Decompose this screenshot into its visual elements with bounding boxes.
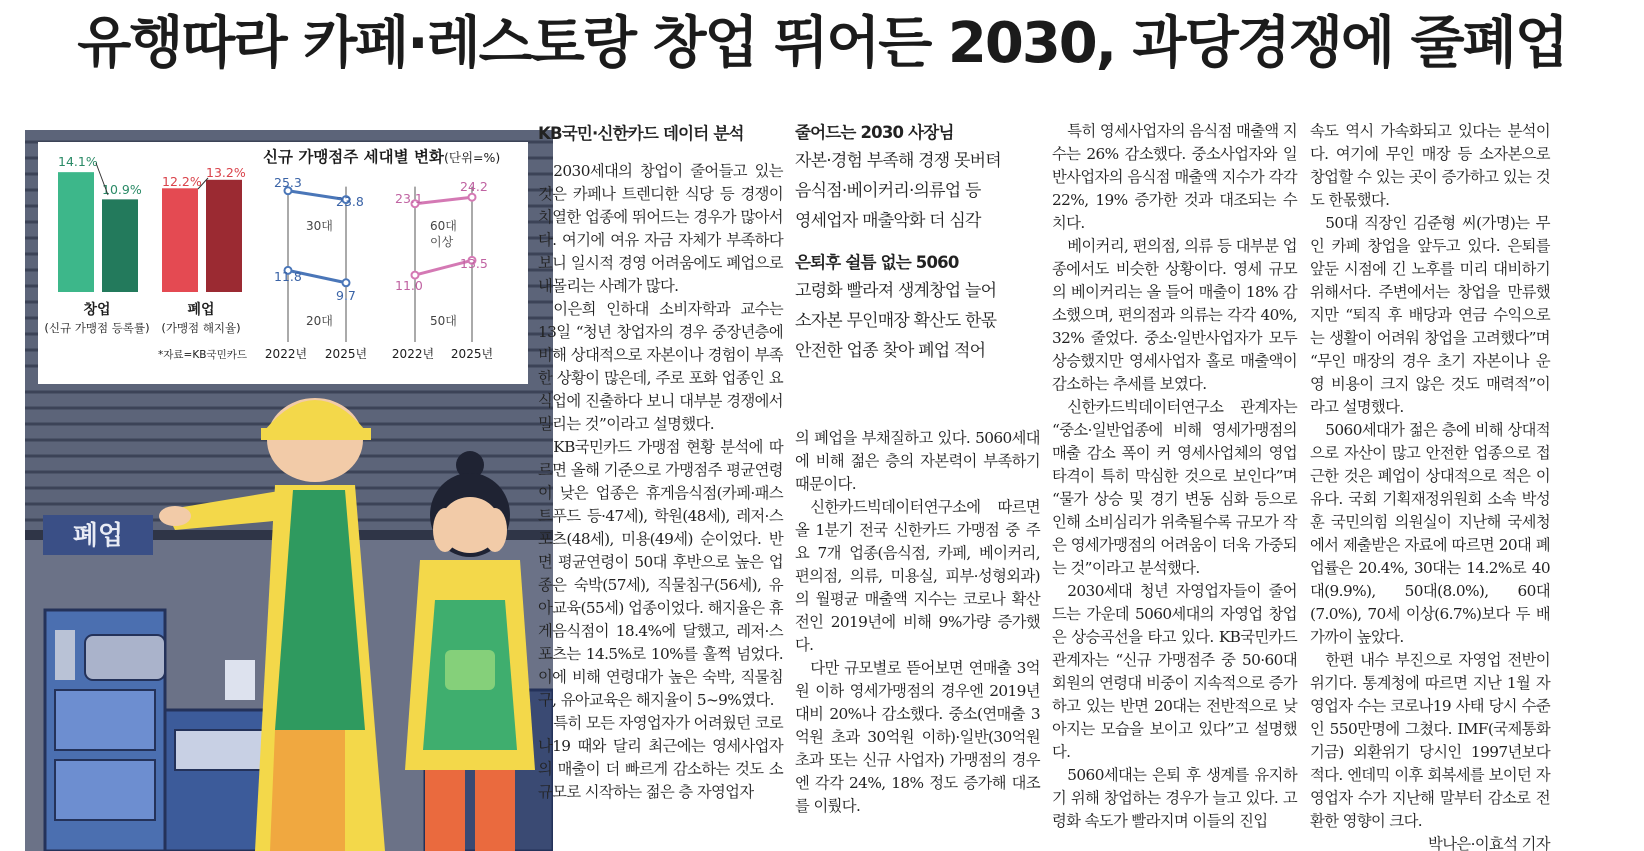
subhead-line: 고령화 빨라져 생계창업 늘어 [795,281,997,301]
bar-startup-2022 [58,172,94,292]
value-30s-2025: 23.8 [336,194,364,209]
col2-paragraph: 의 폐업을 부채질하고 있다. 5060세대에 비해 젊은 층의 자본력이 부족하기 때문이다. [795,429,1040,493]
col1-paragraph: KB국민카드 가맹점 현황 분석에 따르면 올해 기준으로 가맹점주 평균연령이 낮은 업종은 휴게음식점(카페·패스트푸드 등·47세), 학원(48세), 레저·스포츠(48세), 미용(49세) 순이었다. 반면 평균연령이 50대 후반으로 높은 업종은 숙박(57세), 직물침구(56세), 유아교육(55세) 업종이었다. 해지율은 휴게음식점이 18.4%에 달했고, 레저·스포츠는 14.5%로 10%를 훌쩍 넘었다. 이에 비해 연령대가 높은 숙박, 직물침구, 유아교육은 해지율이 5~9%였다. [538,438,783,709]
bar-label-closure-2022: 12.2% [162,174,202,189]
col3-paragraph: 신한카드빅데이터연구소 관계자는 “중소·일반업종에 비해 영세가맹점의 매출 감소 폭이 커 영세사업체의 영업 타격이 특히 막심한 것으로 보인다”며 “물가 상승 및 경기 변동 심화 등으로 인해 소비심리가 위축될수록 규모가 작은 영세가맹점의 어려움이 더욱 가중되는 것”이라고 분석했다. [1052,398,1297,577]
label-startup-sub: (신규 가맹점 등록률) [44,321,150,335]
col4-paragraph: 속도 역시 가속화되고 있다는 분석이다. 여기에 무인 매장 등 소자본으로 창업할 수 있는 곳이 증가하고 있는 것도 한몫했다. [1310,122,1550,209]
chart-svg [38,142,528,384]
col4-paragraph: 50대 직장인 김준형 씨(가명)는 무인 카페 창업을 앞두고 있다. 은퇴를 앞둔 시점에 긴 노후를 미리 대비하기 위해서다. 주변에서는 창업을 만류했지만 “퇴직 후 배당과 연금 수익으로는 생활이 어려워 창업을 고려했다”며 “무인 매장의 경우 초기 자본이나 운영 비용이 크지 않은 것도 매력적”이라고 설명했다. [1310,214,1550,416]
col2-subheads [795,120,1040,366]
chart-unit: (단위=%) [444,150,501,165]
bar-label-startup-2025: 10.9% [102,182,142,197]
closure-sign-text: 폐업 [72,521,124,551]
chart-panel [38,142,528,384]
value-50s-2025: 13.5 [460,256,488,271]
col2-paragraph: 신한카드빅데이터연구소에 따르면 올 1분기 전국 신한카드 가맹점 중 주요 7개 업종(음식점, 카페, 베이커리, 편의점, 의류, 미용실, 피부·성형외과)의 월평균 매출액 지수는 코로나 확산 전인 2019년에 비해 9%가량 증가했다. [795,498,1040,654]
label-closure: 폐업 [187,302,215,318]
col3-paragraph: 5060세대는 은퇴 후 생계를 유지하기 위해 창업하는 경우가 늘고 있다. 고령화 속도가 빨라지며 이들의 진입 [1052,766,1297,830]
col3-paragraph: 베이커리, 편의점, 의류 등 대부분 업종에서도 비슷한 상황이다. 영세 규모의 베이커리는 올 들어 매출이 18% 감소했으며, 편의점과 의류는 각각 40%, 32% 줄었다. 중소·일반사업자가 모두 상승했지만 영세사업자 홀로 매출액이 감소하는 추세를 보였다. [1052,237,1297,393]
year-label-3: 2022년 [391,347,435,361]
value-20s-2022: 11.8 [274,269,302,284]
age-label-30s: 30대 [306,219,333,233]
series-line-60대 이상 [415,197,472,203]
subhead-line: 안전한 업종 찾아 폐업 적어 [795,341,986,361]
subhead-line: 음식점·베이커리·의류업 등 [795,181,981,201]
col4-paragraph: 5060세대가 젊은 층에 비해 상대적으로 자산이 많고 안전한 업종으로 접근한 것은 폐업이 상대적으로 적은 이유다. 국회 기획재정위원회 소속 박성훈 국민의힘 의원실이 지난해 국세청에서 제출받은 자료에 따르면 20대 폐업률은 20.4%, 30대는 14.2%로 40대(9.9%), 50대(8.0%), 60대(7.0%), 70세 이상(6.7%)보다 두 배 가까이 높았다. [1310,421,1550,646]
col2-paragraph: 다만 규모별로 뜯어보면 연매출 3억원 이하 영세가맹점의 경우엔 2019년 대비 20%나 감소했다. 중소(연매출 3억원 초과 30억원 이하)·일반(30억원 초과 또는 신규 사업자) 가맹점의 경우엔 각각 24%, 18% 정도 증가해 대조를 이뤘다. [795,659,1040,815]
value-60s-2025: 24.2 [460,179,488,194]
col1-paragraph: 특히 모든 자영업자가 어려웠던 코로나19 때와 달리 최근에는 영세사업자의 매출이 더 빠르게 감소하는 것도 소규모로 시작하는 젊은 층 자영업자 [538,714,783,801]
age-label-60s-over: 이상 [430,235,454,249]
year-label-4: 2025년 [450,347,494,361]
series-point-20대 [343,279,350,286]
col3-paragraph: 특히 영세사업자의 음식점 매출액 지수는 26% 감소했다. 중소사업자와 일반사업자의 음식점 매출액 지수가 각각 22%, 19% 증가한 것과 대조되는 수치다. [1052,122,1297,232]
bar-closure-2022 [162,188,198,292]
article-column-4 [1310,120,1550,851]
series-point-60대 이상 [469,194,476,201]
col1-paragraph: 이은희 인하대 소비자학과 교수는 13일 “청년 창업자의 경우 중장년층에 비해 상대적으로 자본이나 경험이 부족한 상황이 많은데, 주로 포화 업종인 요식업에 진출하다 보니 대부분 경쟁에서 밀리는 것”이라고 설명했다. [538,300,783,433]
label-startup: 창업 [83,302,111,318]
article-column-2 [795,427,1040,818]
col3-paragraph: 2030세대 청년 자영업자들이 줄어드는 가운데 5060세대의 자영업 창업은 상승곡선을 타고 있다. KB국민카드 관계자는 “신규 가맹점주 중 50·60대 회원의 연령대 비중이 지속적으로 증가하고 있는 반면 20대는 전반적으로 낮아지는 모습을 보이고 있다”고 설명했다. [1052,582,1297,761]
article-column-3 [1052,120,1297,833]
pot [85,635,165,680]
age-label-50s: 50대 [430,314,457,328]
subhead-line: 자본·경험 부족해 경쟁 못버텨 [795,151,1001,171]
bar-closure-2025 [206,180,242,292]
subhead-title-2: 은퇴후 쉴틈 없는 5060 [795,253,959,272]
value-50s-2022: 11.0 [395,278,423,293]
chart-title: 신규 가맹점주 세대별 변화 [263,148,444,166]
col1-paragraph: 2030세대의 창업이 줄어들고 있는 것은 카페나 트렌디한 식당 등 경쟁이 치열한 업종에 뛰어드는 경우가 많아서다. 여기에 여유 자금 자체가 부족하다 보니 일시적 경영 어려움에도 폐업으로 내몰리는 사례가 많다. [538,162,783,295]
age-label-60s: 60대 [430,219,457,233]
label-closure-sub: (가맹점 해지율) [161,321,241,335]
byline: 박나은·이효석 기자 [1428,835,1550,851]
value-30s-2022: 25.3 [274,175,302,190]
subhead-line: 소자본 무인매장 확산도 한몫 [795,311,997,331]
year-label-1: 2022년 [264,347,308,361]
col1-subhead: KB국민·신한카드 데이터 분석 [538,124,744,143]
col4-paragraph: 한편 내수 부진으로 자영업 전반이 위기다. 통계청에 따르면 지난 1월 자영업자 수는 코로나19 사태 당시 수준인 550만명에 그쳤다. IMF(국제통화기금) 외환위기 당시인 1997년보다 적다. 엔데믹 이후 회복세를 보이던 자영업자 수가 지난해 말부터 감소로 전환한 영향이 크다. [1310,651,1550,830]
headline: 유행따라 카페·레스토랑 창업 뛰어든 2030, 과당경쟁에 줄폐업 [77,11,1567,76]
article-column-1 [538,160,783,804]
value-20s-2025: 9.7 [336,288,356,303]
year-label-2: 2025년 [324,347,368,361]
age-label-20s: 20대 [306,314,333,328]
bar-label-closure-2025: 13.2% [206,165,246,180]
subhead-line: 영세업자 매출악화 더 심각 [795,211,981,231]
bar-label-startup-2022: 14.1% [58,154,98,169]
chart-source: *자료=KB국민카드 [158,349,247,361]
value-60s-2022: 23.1 [395,191,423,206]
subhead-title-1: 줄어드는 2030 사장님 [795,123,954,142]
bar-startup-2025 [102,199,138,292]
